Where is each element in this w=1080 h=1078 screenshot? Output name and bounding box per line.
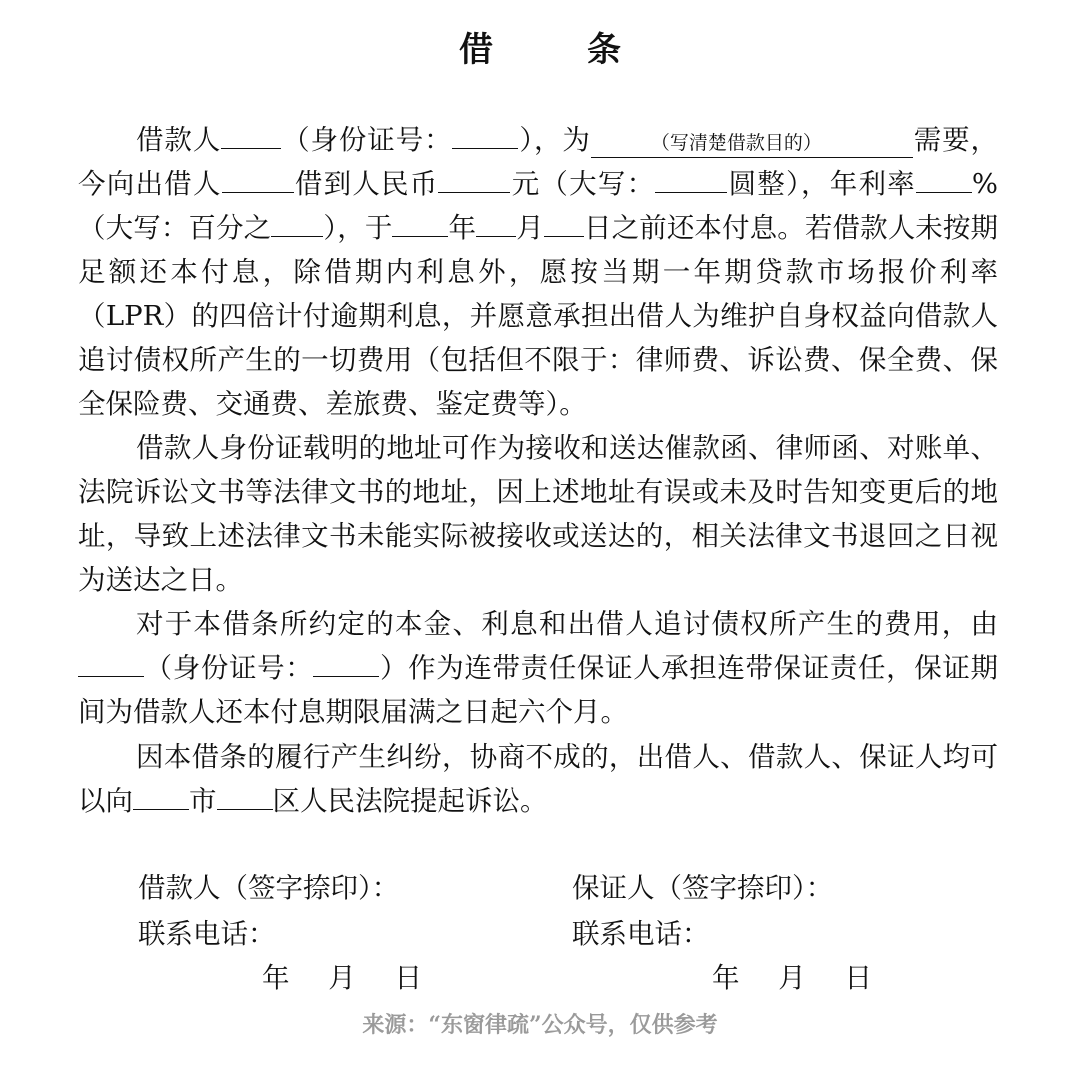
text: 对于本借条所约定的本金、利息和出借人追讨债权所产生的费用，由 [136,608,998,640]
text: （身份证号： [281,124,453,156]
due-month-blank [476,208,516,237]
guarantor-date-label: 年 月 日 [712,962,874,994]
text: ）作为连带责任保证人承担连带保证责任，保证期间为借款人还本付息期限届满之日起六个月。 [78,652,999,728]
text: 市 [189,785,217,817]
borrower-id-blank [452,120,518,149]
text: 圆整），年利率 [727,168,916,200]
text: （身份证号： [144,652,314,684]
text: 日之前还本付息。若借款人未按期足额还本付息，除借期内利息外，愿按当期一年期贷款市场报价利率（LPR）的四倍计付逾期利息，并愿意承担出借人为维护自身权益向借款人追讨债权所产生的一切费用（包括但不限于：律师费、诉讼费、保全费、保全保险费、交通费、差旅费、鉴定费等）。 [78,212,999,420]
guarantor-name-blank [78,648,144,677]
borrower-date-label: 年 月 日 [262,962,424,994]
district-blank [217,781,273,810]
text: 借到人民币 [293,168,439,200]
due-year-blank [392,208,448,237]
paragraph-service-address: 借款人身份证载明的地址可作为接收和送达催款函、律师函、对账单、法院诉讼文书等法律文书的地址，因上述地址有误或未及时告知变更后的地址，导致上述法律文书未能实际被接收或送达的，相关法律文书退回之日视为送达之日。 [78,432,998,596]
loan-purpose-blank: （写清楚借款目的） [591,129,913,158]
text: ），为 [518,124,591,156]
text: 区人民法院提起诉讼。 [272,785,548,817]
source-watermark: 来源：“东窗律疏”公众号，仅供参考 [362,1012,718,1038]
document-title: 借 条 [459,30,651,70]
borrower-signature-label: 借款人（签字捺印）： [138,872,400,904]
paragraph-dispute [78,735,998,823]
guarantor-signature-label: 保证人（签字捺印）： [572,872,834,904]
rate-blank [916,164,972,193]
rate-uppercase-blank [271,208,323,237]
city-blank [133,781,189,810]
lender-name-blank [222,164,294,193]
text: %（大写：百分之 [78,168,999,244]
guarantor-phone-label: 联系电话： [572,918,710,950]
borrower-name-blank [221,120,281,149]
text: ），于 [323,212,393,244]
text: 年 [448,212,477,244]
borrower-phone-label: 联系电话： [138,918,276,950]
text: 借款人 [136,124,222,156]
text: 需要，今向出借人 [78,124,999,200]
paragraph-guarantee [78,602,998,734]
guarantor-id-blank [313,648,379,677]
due-day-blank [544,208,584,237]
amount-uppercase-blank [655,164,727,193]
text: 月 [516,212,544,244]
paragraph-loan-terms [78,118,998,426]
text: 因本借条的履行产生纠纷，协商不成的，出借人、借款人、保证人均可以向 [78,741,998,817]
amount-blank [438,164,510,193]
text: 元（大写： [510,168,656,200]
